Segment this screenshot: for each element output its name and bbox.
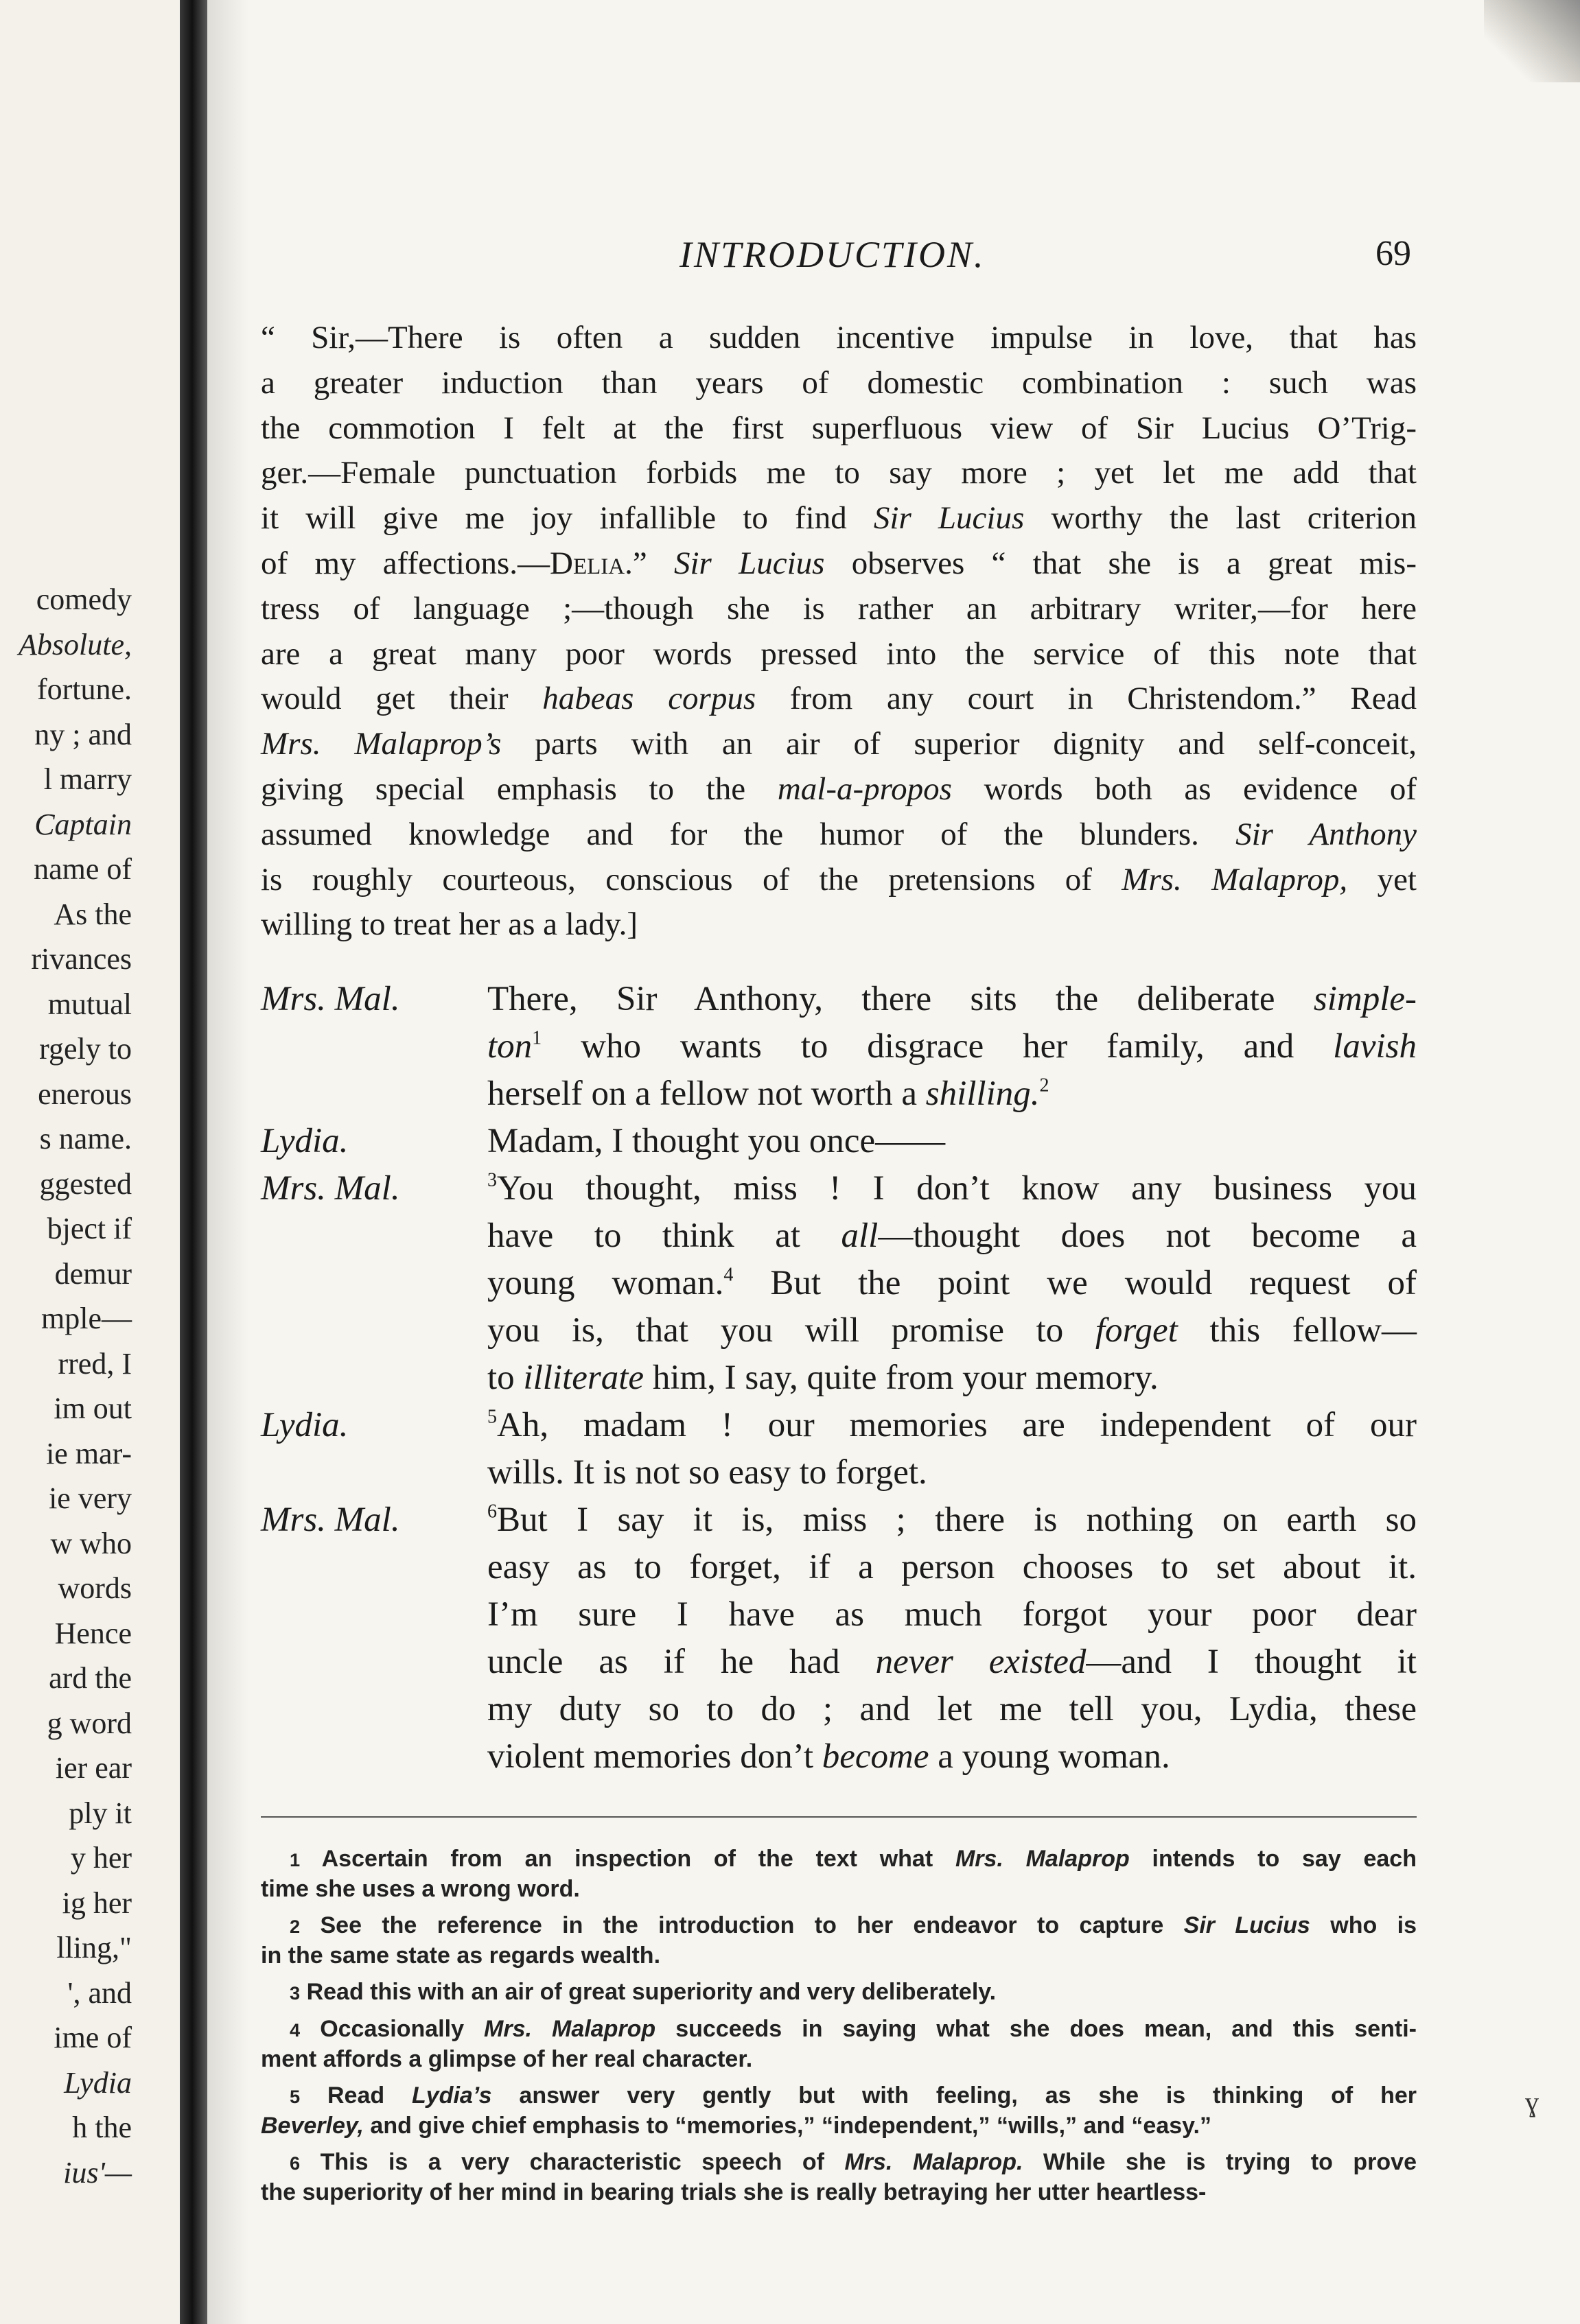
footnote: [261, 2015, 1417, 2074]
footnote-line: [261, 2015, 1417, 2045]
text-run: yet: [1347, 861, 1417, 897]
footnote-line: [261, 2178, 1417, 2207]
text-run: are a great many poor words pressed into the service of this note that: [261, 635, 1417, 672]
text-run: violent memories don’t: [487, 1737, 822, 1776]
facing-page-text: s name.: [39, 1122, 132, 1155]
text-run: all: [841, 1217, 879, 1255]
facing-page-text: rgely to: [39, 1032, 132, 1066]
text-run: See the reference in the introduction to her endeavor to capture: [300, 1912, 1184, 1938]
facing-page-text: ie very: [49, 1481, 132, 1515]
text-run: become: [822, 1737, 929, 1776]
footnote-line: [261, 1977, 1417, 2008]
text-line: [487, 1260, 1417, 1307]
text-run: Mrs. Malaprop.: [844, 2149, 1023, 2175]
text-run: answer very gently but with feeling, as she is thinking of her: [491, 2082, 1417, 2109]
text-run: .”: [625, 545, 674, 581]
text-run: lavish: [1333, 1027, 1417, 1066]
speech-text: [487, 976, 1417, 1118]
text-run: Sir Lucius: [873, 500, 1025, 537]
text-line: [487, 1496, 1417, 1544]
text-run: assumed knowledge and for the humor of the blunders.: [261, 816, 1236, 852]
text-run: observes “ that she is a great mis-: [824, 545, 1417, 581]
facing-page-text: ie mar-: [46, 1436, 132, 1470]
text-run: succeeds in saying what she does mean, and this senti-: [655, 2016, 1417, 2042]
footnote-line: [261, 2045, 1417, 2074]
footnote-ref: 2: [1039, 1075, 1049, 1096]
text-line: [487, 1354, 1417, 1402]
text-run: While she is trying to prove: [1023, 2149, 1417, 2175]
text-run: Sir Lucius: [1183, 1912, 1310, 1938]
text-run: have to think at: [487, 1217, 841, 1255]
footnotes: [261, 1844, 1417, 2214]
text-line: [261, 406, 1417, 451]
text-line: [487, 1449, 1417, 1496]
speaker-name: Mrs. Mal.: [261, 1501, 400, 1539]
footnote-rule: [261, 1816, 1417, 1818]
text-run: and give chief emphasis to “memories,” “independent,” “wills,” and “easy.”: [363, 2113, 1211, 2139]
text-run: never existed: [875, 1643, 1087, 1681]
text-line: [261, 767, 1417, 812]
text-line: [487, 1307, 1417, 1354]
text-line: [261, 632, 1417, 677]
text-run: of my affections.—: [261, 545, 550, 581]
footnote: [261, 1911, 1417, 1971]
text-run: Sir Anthony: [1235, 816, 1417, 852]
text-run: easy as to forget, if a person chooses to set about it.: [487, 1548, 1417, 1586]
facing-page-text: Hence: [54, 1616, 132, 1650]
text-run: is roughly courteous, conscious of the pretensions of: [261, 861, 1122, 897]
facing-page-text: ', and: [67, 1975, 132, 2010]
footnote-line: [261, 2111, 1417, 2141]
text-line: [487, 1023, 1417, 1070]
book-page: [248, 0, 1415, 2324]
text-run: —thought does not become a: [878, 1217, 1417, 1255]
footnote-line: [261, 2148, 1417, 2178]
speaker-name: Mrs. Mal.: [261, 980, 400, 1018]
text-run: the commotion I felt at the first superfluous view of Sir Lucius O’Trig-: [261, 410, 1417, 446]
text-run: illiterate: [523, 1359, 644, 1397]
footnote-ref: 5: [487, 1406, 498, 1428]
text-run: to: [487, 1359, 524, 1397]
text-run: Ascertain from an inspection of the text what: [300, 1846, 955, 1872]
footnote-number: 4: [290, 2019, 301, 2041]
text-line: [487, 1118, 1417, 1165]
text-run: ger.—Female punctuation forbids me to say more ; yet let me add that: [261, 455, 1417, 491]
facing-page-text: As the: [54, 897, 132, 931]
text-run: Occasionally: [300, 2016, 485, 2042]
text-line: [261, 541, 1417, 587]
text-run: Read: [300, 2082, 412, 2109]
facing-page-text: Absolute,: [19, 627, 132, 661]
speech-text: [487, 1165, 1417, 1402]
text-run: willing to treat her as a lady.]: [261, 906, 638, 943]
text-line: [487, 1165, 1417, 1212]
text-run: Madam, I thought you once——: [487, 1122, 946, 1160]
text-run: uncle as if he had: [487, 1643, 876, 1681]
text-line: [487, 1686, 1417, 1733]
text-line: [261, 812, 1417, 858]
text-run: ton: [487, 1027, 533, 1066]
text-run: would get their: [261, 681, 543, 717]
text-line: [261, 496, 1417, 541]
text-run: time she uses a wrong word.: [261, 1876, 580, 1902]
text-run: you is, that you will promise to: [487, 1311, 1095, 1350]
speaker-name: Lydia.: [261, 1122, 349, 1160]
footnote-number: 5: [290, 2086, 301, 2107]
text-run: Mrs. Malaprop,: [1122, 861, 1348, 897]
footnote-number: 6: [290, 2152, 301, 2174]
footnote: [261, 2148, 1417, 2207]
facing-page-text: ggested: [39, 1166, 132, 1201]
facing-page-text: ius'—: [63, 2155, 132, 2190]
facing-page-text: mutual: [47, 987, 132, 1021]
running-header: [261, 233, 1417, 281]
text-run: Beverley,: [261, 2113, 364, 2139]
text-run: who is: [1310, 1912, 1417, 1938]
footnote: [261, 1977, 1417, 2008]
facing-page-fragment: [0, 0, 180, 2324]
text-run: herself on a fellow not worth a: [487, 1075, 926, 1113]
text-line: [487, 1591, 1417, 1639]
facing-page-text: bject if: [47, 1212, 132, 1245]
text-run: mal-a-propos: [777, 771, 952, 807]
text-run: There, Sir Anthony, there sits the deliberate: [487, 980, 1314, 1018]
text-run: This is a very characteristic speech of: [300, 2149, 845, 2175]
speech: [261, 1496, 1417, 1781]
page-corner-shadow: [1484, 0, 1580, 82]
footnote-line: [261, 1941, 1417, 1971]
footnote-number: 2: [290, 1916, 301, 1937]
text-run: a greater induction than years of domestic combination : such was: [261, 364, 1417, 401]
footnote-ref: 6: [487, 1501, 498, 1523]
footnote-line: [261, 1911, 1417, 1941]
speech: [261, 1165, 1417, 1402]
footnote: [261, 1844, 1417, 1904]
facing-page-text: ply it: [69, 1796, 132, 1830]
footnote-ref: 1: [532, 1027, 542, 1049]
text-run: in the same state as regards wealth.: [261, 1942, 661, 1969]
facing-page-text: ime of: [54, 2021, 132, 2054]
text-line: [261, 587, 1417, 632]
text-run: Ah, madam ! our memories are independent of our: [497, 1406, 1417, 1444]
text-line: [261, 858, 1417, 903]
stage-direction-paragraph: [261, 316, 1417, 948]
margin-mark: ɣ: [1525, 2087, 1539, 2117]
text-line: [261, 902, 1417, 948]
text-line: [487, 1070, 1417, 1118]
text-run: from any court in Christendom.” Read: [756, 681, 1417, 717]
facing-page-text: comedy: [36, 583, 132, 616]
gutter-shadow: [207, 0, 248, 2324]
speech-text: [487, 1496, 1417, 1781]
facing-page-text: g word: [47, 1706, 132, 1740]
dialogue-block: [261, 976, 1417, 1781]
text-run: You thought, miss ! I don’t know any business you: [497, 1169, 1417, 1208]
text-run: Sir Lucius: [673, 545, 825, 581]
facing-page-text: Lydia: [64, 2065, 132, 2100]
text-run: parts with an air of superior dignity and self-conceit,: [501, 726, 1417, 762]
text-run: Mrs. Malaprop: [955, 1846, 1130, 1872]
text-run: the superiority of her mind in bearing trials she is really betraying her utter heartless-: [261, 2179, 1207, 2205]
text-run: intends to say each: [1129, 1846, 1417, 1872]
speech-text: [487, 1118, 1417, 1165]
facing-page-text: lling,": [56, 1931, 132, 1964]
text-line: [487, 1639, 1417, 1686]
footnote-line: [261, 2081, 1417, 2111]
facing-page-text: rivances: [31, 942, 132, 976]
text-run: Lydia’s: [412, 2082, 492, 2109]
text-run: words both as evidence of: [951, 771, 1417, 807]
text-run: it will give me joy infallible to find: [261, 500, 874, 537]
text-line: [261, 722, 1417, 767]
text-line: [261, 677, 1417, 722]
facing-page-text: name of: [34, 852, 132, 886]
text-run: him, I say, quite from your memory.: [644, 1359, 1159, 1397]
speaker-name: Lydia.: [261, 1406, 349, 1444]
text-run: a young woman.: [929, 1737, 1170, 1776]
text-run: who wants to disgrace her family, and: [542, 1027, 1334, 1066]
text-line: [261, 361, 1417, 406]
text-run: forget: [1095, 1311, 1178, 1350]
text-run: Mrs. Malaprop’s: [261, 726, 502, 762]
text-run: worthy the last criterion: [1024, 500, 1417, 537]
footnote-ref: 3: [487, 1169, 498, 1191]
text-line: [487, 1544, 1417, 1591]
running-title: INTRODUCTION.: [679, 234, 986, 275]
text-run: But I say it is, miss ; there is nothing on earth so: [497, 1501, 1417, 1539]
text-run: “ Sir,—There is often a sudden incentive impulse in love, that has: [261, 320, 1417, 355]
facing-page-text: rred, I: [58, 1346, 132, 1381]
text-line: [261, 316, 1417, 361]
text-run: ment affords a glimpse of her real character.: [261, 2046, 753, 2072]
page-number: 69: [1375, 234, 1411, 273]
footnote-number: 1: [290, 1849, 301, 1870]
text-run: this fellow—: [1177, 1311, 1417, 1350]
text-run: Delia: [550, 545, 625, 581]
text-run: habeas corpus: [542, 681, 756, 717]
text-run: young woman.: [487, 1264, 724, 1302]
footnote-line: [261, 1844, 1417, 1875]
facing-page-text: ier ear: [55, 1751, 132, 1785]
facing-page-text: ard the: [49, 1661, 132, 1695]
text-line: [487, 1733, 1417, 1781]
text-run: my duty so to do ; and let me tell you, Lydia, these: [487, 1690, 1417, 1728]
text-run: shilling.: [925, 1075, 1040, 1113]
facing-page-text: demur: [54, 1256, 132, 1291]
speaker-name: Mrs. Mal.: [261, 1169, 400, 1208]
facing-page-text: ig her: [62, 1886, 132, 1920]
text-run: simple-: [1313, 980, 1417, 1018]
book-gutter: [180, 0, 207, 2324]
text-run: —and I thought it: [1086, 1643, 1417, 1681]
footnote: [261, 2081, 1417, 2141]
footnote-ref: 4: [723, 1264, 734, 1286]
text-line: [487, 1212, 1417, 1260]
facing-page-text: l marry: [43, 762, 132, 796]
facing-page-text: h the: [72, 2111, 132, 2144]
speech-text: [487, 1402, 1417, 1496]
text-run: But the point we would request of: [733, 1264, 1417, 1302]
facing-page-text: im out: [54, 1392, 132, 1425]
text-run: tress of language ;—though she is rather an arbitrary writer,—for here: [261, 590, 1417, 626]
facing-page-text: enerous: [38, 1077, 132, 1111]
text-line: [261, 451, 1417, 496]
footnote-number: 3: [290, 1982, 301, 2004]
facing-page-text: y her: [70, 1841, 132, 1875]
speech: [261, 1118, 1417, 1165]
text-line: [487, 976, 1417, 1023]
facing-page-text: mple—: [41, 1302, 132, 1335]
facing-page-text: Captain: [34, 807, 132, 841]
text-run: Mrs. Malaprop: [484, 2016, 656, 2042]
text-run: Read this with an air of great superiority and very deliberately.: [300, 1979, 997, 2005]
facing-page-text: fortune.: [36, 672, 132, 706]
text-run: I’m sure I have as much forgot your poor dear: [487, 1595, 1417, 1634]
text-run: giving special emphasis to the: [261, 771, 778, 807]
facing-page-text: words: [58, 1571, 132, 1605]
speech: [261, 1402, 1417, 1496]
speech: [261, 976, 1417, 1118]
footnote-line: [261, 1875, 1417, 1904]
facing-page-text: ny ; and: [34, 717, 132, 751]
text-run: wills. It is not so easy to forget.: [487, 1453, 927, 1492]
text-line: [487, 1402, 1417, 1449]
facing-page-text: w who: [50, 1526, 132, 1560]
